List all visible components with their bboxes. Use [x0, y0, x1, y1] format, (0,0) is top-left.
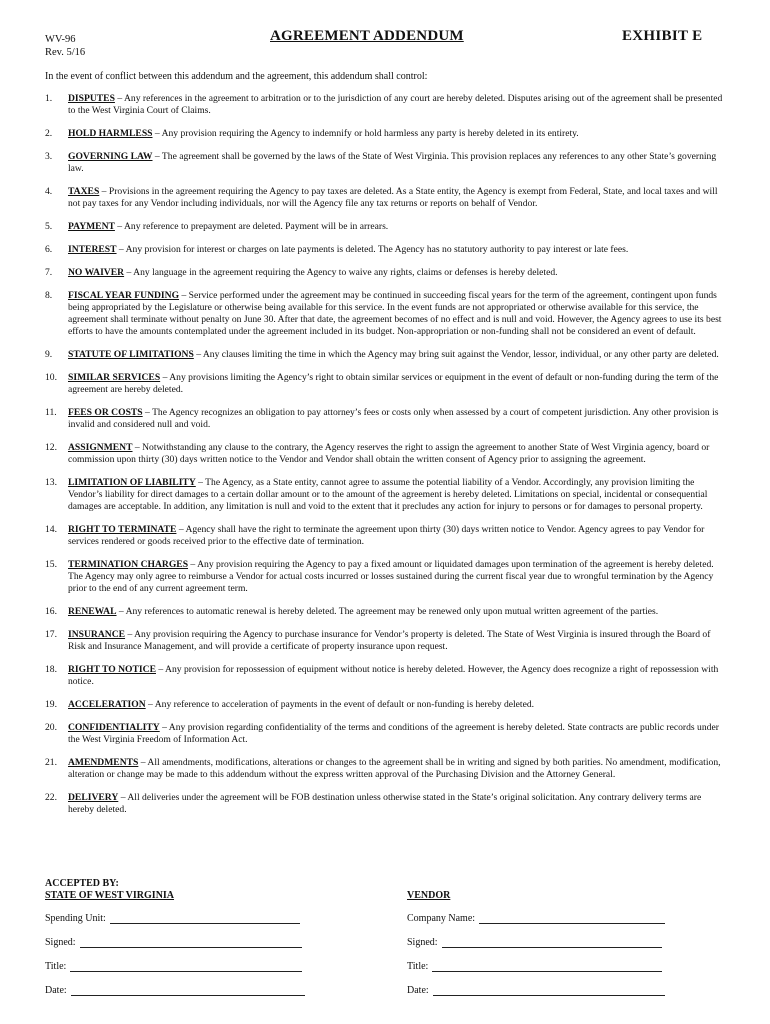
clause-body: – Any references in the agreement to arbitration or to the jurisdiction of any court are hereby deleted. Disputes arising out of the agreement shall be presented to the West Virginia Court of Claims. — [68, 93, 723, 116]
vendor-signed-label: Signed: — [407, 937, 438, 948]
state-signed-field[interactable] — [45, 937, 302, 948]
exhibit-label: EXHIBIT E — [622, 28, 703, 44]
clause-heading: DISPUTES — [68, 93, 115, 104]
vendor-date-field[interactable] — [407, 985, 665, 996]
state-signed-label: Signed: — [45, 937, 76, 948]
clause-list — [45, 93, 725, 816]
vendor-signed-line[interactable] — [442, 937, 662, 948]
clause-text — [68, 606, 725, 618]
clause-body: – Any reference to acceleration of payments in the event of default or non-funding is hereby deleted. — [145, 699, 535, 710]
clause-number: 17. — [45, 629, 57, 640]
revision-label: Rev. 5/16 — [45, 47, 86, 58]
clause-body: – Any provision requiring the Agency to purchase insurance for Vendor’s property is deleted. The State of West Virginia is insured through the Board of Risk and Insurance Management, and will provide a certificate of property insurance upon request. — [68, 629, 711, 652]
clause-text — [68, 244, 725, 256]
clause-number: 10. — [45, 372, 57, 383]
clause-body: – Any provision requiring the Agency to pay a fixed amount or liquidated damages upon termination of the agreement is hereby deleted. The Agency may only agree to reimburse a Vendor for actual costs incurred or losses sustained during the current fiscal year due to wrongful termination by the Agency prior to the end of any current agreement term. — [68, 559, 714, 594]
clause-heading: ASSIGNMENT — [68, 442, 133, 453]
clause-body: – Any reference to prepayment are deleted. Payment will be in arrears. — [114, 221, 389, 232]
clause-text — [68, 722, 725, 746]
vendor-signed-field[interactable] — [407, 937, 662, 948]
state-heading: STATE OF WEST VIRGINIA — [45, 890, 175, 901]
state-date-line[interactable] — [71, 985, 305, 996]
clause-number: 3. — [45, 151, 53, 162]
clause-text — [68, 372, 725, 396]
clause-text — [68, 93, 725, 117]
clause-text — [68, 477, 725, 513]
clause-heading: HOLD HARMLESS — [68, 128, 153, 139]
clause-heading: GOVERNING LAW — [68, 151, 153, 162]
clause-heading: TAXES — [68, 186, 100, 197]
company-name-field[interactable] — [407, 913, 665, 924]
clause-text — [68, 349, 725, 361]
vendor-title-field[interactable] — [407, 961, 662, 972]
clause-item — [45, 559, 725, 595]
document-title: AGREEMENT ADDENDUM — [270, 28, 464, 44]
clause-body: – All amendments, modifications, alterations or changes to the agreement shall be in writing and signed by both parities. No amendment, modification, alteration or change may be made to this addendum without the express written approval of the Purchasing Division and the Attorney General. — [68, 757, 721, 780]
clause-number: 9. — [45, 349, 53, 360]
clause-body: – Any references to automatic renewal is hereby deleted. The agreement may be renewed only upon mutual written agreement of the parties. — [116, 606, 659, 617]
clause-body: – Any provision for interest or charges on late payments is deleted. The Agency has no statutory authority to pay interest or late fees. — [116, 244, 629, 255]
vendor-date-line[interactable] — [433, 985, 665, 996]
clause-body: – Any language in the agreement requiring the Agency to waive any rights, claims or defenses is hereby deleted. — [124, 267, 558, 278]
clause-heading: ACCELERATION — [68, 699, 146, 710]
form-id-block — [45, 33, 85, 59]
clause-number: 20. — [45, 722, 57, 733]
clause-item — [45, 244, 725, 256]
clause-text — [68, 699, 725, 711]
clause-item — [45, 290, 725, 338]
company-name-label: Company Name: — [407, 913, 476, 924]
clause-item — [45, 93, 725, 117]
clause-item — [45, 699, 725, 711]
clause-heading: FISCAL YEAR FUNDING — [68, 290, 180, 301]
state-title-line[interactable] — [70, 961, 302, 972]
vendor-title-line[interactable] — [432, 961, 662, 972]
clause-text — [68, 442, 725, 466]
vendor-date-label: Date: — [407, 985, 429, 996]
clause-heading: RIGHT TO NOTICE — [68, 664, 156, 675]
clause-heading: FEES OR COSTS — [68, 407, 143, 418]
clause-body: – Any provision requiring the Agency to indemnify or hold harmless any party is hereby deleted in its entirety. — [152, 128, 579, 139]
clause-number: 16. — [45, 606, 57, 617]
clause-item — [45, 372, 725, 396]
clause-heading: LIMITATION OF LIABILITY — [68, 477, 196, 488]
clause-body: – The Agency, as a State entity, cannot agree to assume the potential liability of a Vendor. Accordingly, any provision limiting the Vendor’s liability for direct damages to a certain dollar amount or to the amount of the agreement is hereby deleted. Limitations on special, incidental or consequential damages are acceptable. In addition, any limitation is null and void to the extent that it precludes any action for injury to persons or for damages to personal property. — [68, 477, 708, 512]
clause-number: 8. — [45, 290, 53, 301]
clause-number: 13. — [45, 477, 57, 488]
clause-item — [45, 407, 725, 431]
clause-text — [68, 290, 725, 338]
clause-text — [68, 559, 725, 595]
clause-item — [45, 442, 725, 466]
clause-body: – Provisions in the agreement requiring the Agency to pay taxes are deleted. As a State entity, the Agency is exempt from Federal, State, and local taxes and will not pay taxes for any Vendor including individuals, nor will the Agency file any tax returns or reports on behalf of Vendor. — [68, 186, 718, 209]
spending-unit-line[interactable] — [110, 913, 300, 924]
clause-item — [45, 349, 725, 361]
clause-number: 21. — [45, 757, 57, 768]
state-signed-line[interactable] — [80, 937, 302, 948]
clause-number: 14. — [45, 524, 57, 535]
clause-text — [68, 664, 725, 688]
clause-number: 5. — [45, 221, 53, 232]
accepted-by-label: ACCEPTED BY: — [45, 878, 119, 889]
state-date-field[interactable] — [45, 985, 305, 996]
clause-number: 4. — [45, 186, 53, 197]
clause-body: – Agency shall have the right to terminate the agreement upon thirty (30) days written notice to Vendor. Agency agrees to pay Vendor for services rendered or goods received prior to the effective date of termination. — [68, 524, 705, 547]
intro-text: In the event of conflict between this addendum and the agreement, this addendum shall control: — [45, 71, 428, 82]
clause-heading: INSURANCE — [68, 629, 126, 640]
spending-unit-label: Spending Unit: — [45, 913, 106, 924]
clause-item — [45, 524, 725, 548]
state-date-label: Date: — [45, 985, 67, 996]
clause-item — [45, 128, 725, 140]
clause-text — [68, 128, 725, 140]
state-title-field[interactable] — [45, 961, 302, 972]
clause-body: – All deliveries under the agreement will be FOB destination unless otherwise stated in the State’s original solicitation. Any contrary delivery terms are hereby deleted. — [68, 792, 702, 815]
clause-body: – The Agency recognizes an obligation to pay attorney’s fees or costs only when assessed by a court of competent jurisdiction. Any other provision is invalid and considered null and void. — [68, 407, 719, 430]
clause-heading: NO WAIVER — [68, 267, 125, 278]
clause-body: – Service performed under the agreement may be continued in succeeding fiscal years for the term of the agreement, contingent upon funds being appropriated by the Legislature or otherwise being available for this service. In the event funds are not appropriated or otherwise available for this service, the agreement shall terminate without penalty on June 30. After that date, the agreement becomes of no effect and is null and void. However, the Agency agrees to use its best efforts to have the amounts contemplated under the agreement included in its budget. Non-appropriation or non-funding shall not be considered an event of default. — [68, 290, 722, 337]
form-number: WV-96 — [45, 34, 76, 45]
clause-number: 18. — [45, 664, 57, 675]
clause-heading: RIGHT TO TERMINATE — [68, 524, 177, 535]
clause-heading: INTEREST — [68, 244, 117, 255]
clause-heading: SIMILAR SERVICES — [68, 372, 161, 383]
clause-number: 7. — [45, 267, 53, 278]
clause-text — [68, 407, 725, 431]
clause-text — [68, 757, 725, 781]
clause-number: 11. — [45, 407, 57, 418]
clause-body: – Any provision for repossession of equipment without notice is hereby deleted. However, the Agency does recognize a right of repossession with notice. — [68, 664, 719, 687]
clause-heading: CONFIDENTIALITY — [68, 722, 160, 733]
vendor-title-label: Title: — [407, 961, 429, 972]
clause-body: – Any provision regarding confidentiality of the terms and conditions of the agreement is hereby deleted. State contracts are public records under the West Virginia Freedom of Information Act. — [68, 722, 719, 745]
vendor-heading: VENDOR — [407, 890, 451, 901]
clause-item — [45, 151, 725, 175]
clause-text — [68, 629, 725, 653]
clause-number: 12. — [45, 442, 57, 453]
clause-text — [68, 524, 725, 548]
clause-item — [45, 629, 725, 653]
clause-heading: STATUTE OF LIMITATIONS — [68, 349, 194, 360]
company-name-line[interactable] — [479, 913, 665, 924]
clause-text — [68, 792, 725, 816]
clause-number: 6. — [45, 244, 53, 255]
clause-item — [45, 267, 725, 279]
clause-text — [68, 151, 725, 175]
clause-body: – Notwithstanding any clause to the contrary, the Agency reserves the right to assign the agreement to another State of West Virginia agency, board or commission upon thirty (30) days written notice to the Vendor and Vendor shall obtain the written consent of Agency prior to assigning the agreement. — [68, 442, 710, 465]
clause-heading: AMENDMENTS — [68, 757, 139, 768]
clause-item — [45, 606, 725, 618]
clause-body: – Any clauses limiting the time in which the Agency may bring suit against the Vendor, lessor, individual, or any other party are deleted. — [193, 349, 719, 360]
clause-item — [45, 664, 725, 688]
clause-item — [45, 221, 725, 233]
clause-heading: RENEWAL — [68, 606, 117, 617]
spending-unit-field[interactable] — [45, 913, 300, 924]
clause-body: – The agreement shall be governed by the laws of the State of West Virginia. This provision replaces any references to any other State’s governing law. — [68, 151, 717, 174]
clause-heading: PAYMENT — [68, 221, 115, 232]
clause-item — [45, 722, 725, 746]
clause-item — [45, 792, 725, 816]
clause-number: 1. — [45, 93, 53, 104]
clause-item — [45, 757, 725, 781]
clause-text — [68, 186, 725, 210]
clause-heading: DELIVERY — [68, 792, 119, 803]
clause-number: 19. — [45, 699, 57, 710]
clause-number: 22. — [45, 792, 57, 803]
clause-item — [45, 477, 725, 513]
clause-number: 2. — [45, 128, 53, 139]
clause-number: 15. — [45, 559, 57, 570]
clause-text — [68, 221, 725, 233]
clause-text — [68, 267, 725, 279]
clause-body: – Any provisions limiting the Agency’s right to obtain similar services or equipment in the event of default or non-funding during the term of the agreement are hereby deleted. — [68, 372, 719, 395]
clause-item — [45, 186, 725, 210]
state-title-label: Title: — [45, 961, 67, 972]
clause-heading: TERMINATION CHARGES — [68, 559, 189, 570]
